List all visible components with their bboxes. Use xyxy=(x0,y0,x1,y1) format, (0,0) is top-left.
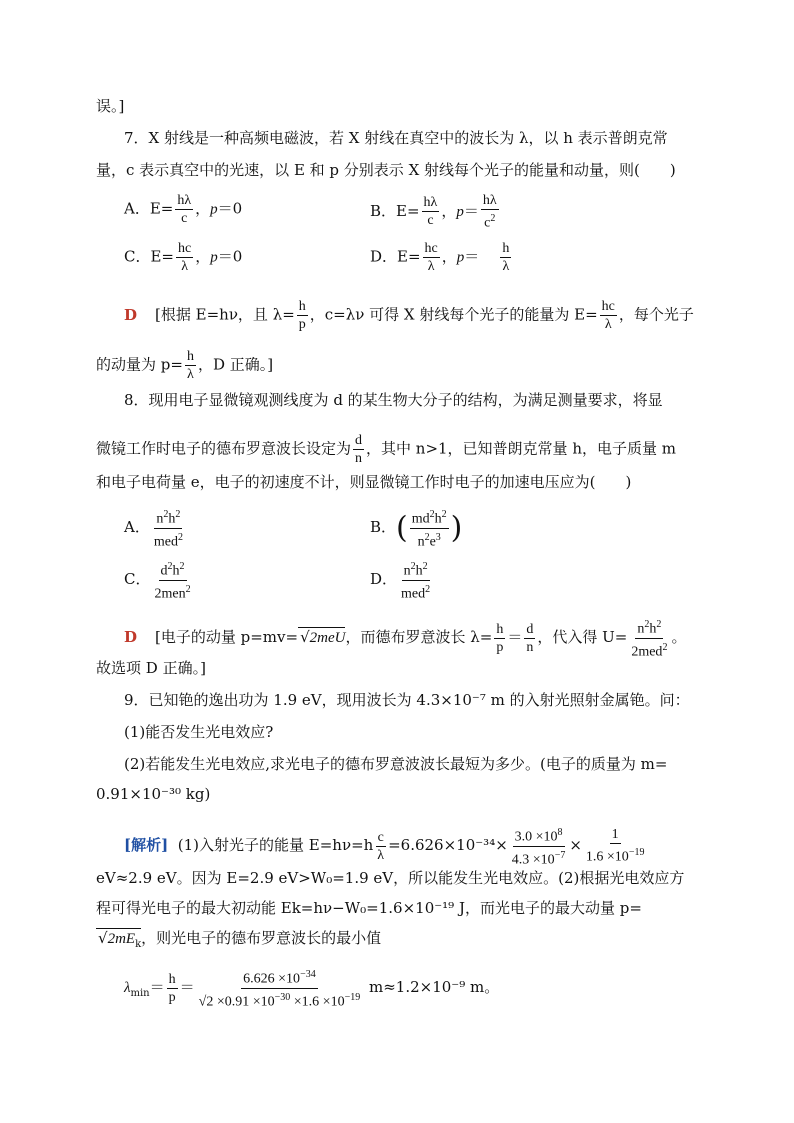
jiexi-label: [解析] xyxy=(124,836,169,855)
q7-stem-line-1: 7．X 射线是一种高频电磁波，若 X 射线在真空中的波长为 λ，以 h 表示普朗克常 xyxy=(124,129,668,147)
q7-explanation-line-1: D [根据 E=hν，且 λ= $\frac{h}{p}$ ，c=λν 可得 X 射线每个光子的能量为 E= $\frac{hc}{\lambda}$ ，每个光子 xyxy=(124,299,694,332)
q9-solution-line-1: [解析] (1)入射光子的能量 E=hν=h $\frac{c}{\lambda}$ =6.626×10⁻³⁴× $\frac{3.0 \times 10^8}{4.3 \times 10^{-7}}$ × $\frac{1}{1.6 \times 10^{-19}}$ xyxy=(124,824,648,868)
q8-stem-line-1: 8．现用电子显微镜观测线度为 d 的某生物大分子的结构，为满足测量要求，将显 xyxy=(124,391,663,409)
q7-explanation-line-2: 的动量为 p= $\frac{h}{\lambda}$ ，D 正确。] xyxy=(96,349,274,382)
q7-option-d: D．E= $\frac{hc}{\lambda}$ ，p＝ $\frac{h}{\lambda}$ xyxy=(370,241,510,274)
q9-sub-question-2-cont: 0.91×10⁻³⁰ kg) xyxy=(96,785,211,803)
q7-option-b: B．E= $\frac{h\lambda}{c}$ ，p＝ $\frac{h\lambda}{c^2}$ xyxy=(370,193,497,231)
q9-solution-line-3: 程可得光电子的最大初动能 Ek=hν−W₀=1.6×10⁻¹⁹ J，而光电子的最大动量 p= xyxy=(96,899,642,917)
q7-option-c: C．E= $\frac{hc}{\lambda}$ ，p＝0 xyxy=(124,241,243,274)
q7-stem-line-2: 量，c 表示真空中的光速，以 E 和 p 分别表示 X 射线每个光子的能量和动量，则( ) xyxy=(96,161,676,179)
q7-option-a: A．E= $\frac{h\lambda}{c}$ ，p＝0 xyxy=(124,193,243,226)
q8-answer: D xyxy=(124,628,138,647)
q9-solution-line-5: $\lambda_{min}=$ $\frac{h}{p}$ ＝ $\frac{6.626 \times 10^{-34}}{√2 \times 0.91 \times 10^{-30} \times 1.6 \times 10^{-19}}$ m≈1.2×10⁻⁹ m。 xyxy=(124,966,499,1010)
q7-answer: D xyxy=(124,305,138,324)
q9-solution-line-4: $√2mE_k$，则光电子的德布罗意波长的最小值 xyxy=(98,929,382,950)
q8-option-b: B．( $\frac{md^2h^2}{n^2e^3}$ ) xyxy=(370,506,462,550)
q9-stem-line-1: 9．已知铯的逸出功为 1.9 eV，现用波长为 4.3×10⁻⁷ m 的入射光照射金属铯。问： xyxy=(124,691,690,709)
q9-solution-line-2: eV≈2.9 eV。因为 E=2.9 eV>W₀=1.9 eV，所以能发生光电效应。(2)根据光电效应方 xyxy=(96,869,685,887)
q8-option-a: A． $\frac{n^2h^2}{med^2}$ xyxy=(124,506,187,550)
q8-stem-line-3: 和电子电荷量 e，电子的初速度不计，则显微镜工作时电子的加速电压应为( ) xyxy=(96,473,632,491)
q8-explanation-line-1: D [电子的动量 p=mv= √2meU，而德布罗意波长 λ= $\frac{h}{p}$ ＝ $\frac{d}{n}$ ，代入得 U= $\frac{n^2h^2}{2med^2}$ 。 xyxy=(124,616,686,660)
q8-option-d: D． $\frac{n^2h^2}{med^2}$ xyxy=(370,558,434,602)
q8-option-c: C． $\frac{d^2h^2}{2men^2}$ xyxy=(124,558,195,602)
q9-sub-question-1: (1)能否发生光电效应? xyxy=(124,723,274,741)
top-line: 误。] xyxy=(96,97,125,115)
q8-stem-line-2: 微镜工作时电子的德布罗意波长设定为 $\frac{d}{n}$ ，其中 n>1，已知普朗克常量 h，电子质量 m xyxy=(96,433,676,466)
q9-sub-question-2: (2)若能发生光电效应,求光电子的德布罗意波波长最短为多少。(电子的质量为 m= xyxy=(124,755,668,773)
q8-explanation-line-2: 故选项 D 正确。] xyxy=(96,659,206,677)
